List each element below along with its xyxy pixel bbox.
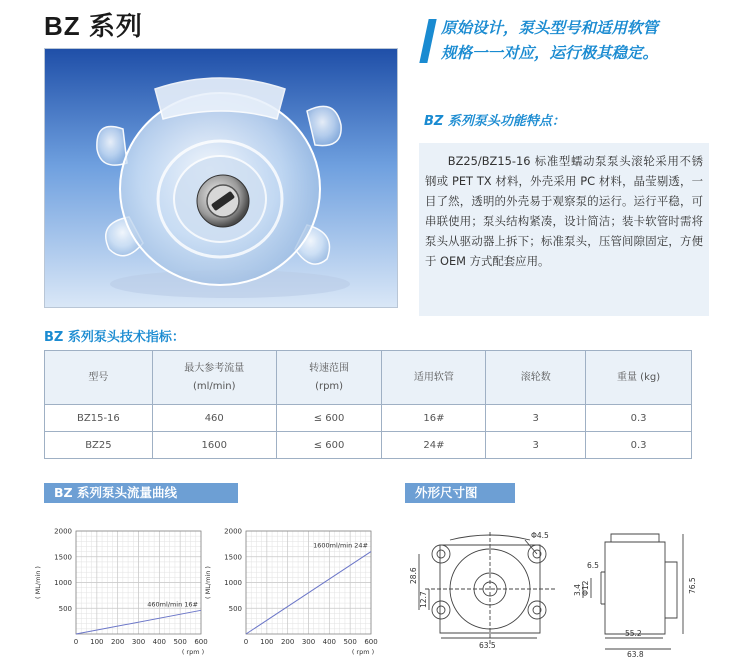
specs-title: BZ 系列泵头技术指标： [44, 330, 185, 345]
x-tick-label: 200 [280, 638, 295, 646]
page-title: BZ 系列 [44, 11, 143, 41]
slogan-line-1: 原始设计，泵头型号和适用软管 [441, 19, 659, 37]
dim-side-w1: 55.2 [625, 629, 642, 638]
y-tick-label: 2000 [224, 527, 242, 536]
dim-side-c: 3.4 [573, 584, 582, 596]
cell-speed-range: ≤ 600 [276, 432, 382, 459]
header-weight: 重量 (kg) [586, 351, 692, 405]
cell-rollers: 3 [486, 405, 586, 432]
series-annotation: 1600ml/min 24# [313, 541, 368, 550]
x-tick-label: 100 [260, 638, 274, 646]
flow-chart-bz25 [200, 518, 380, 658]
slogan-accent-bar [419, 19, 436, 63]
cell-weight: 0.3 [586, 432, 692, 459]
description-text: BZ25/BZ15-16 标准型蠕动泵泵头滚轮采用不锈钢或 PET TX 材料，外壳采用 PC 材料，晶莹剔透，一目了然，透明的外壳易于观察泵的运行。运行平稳，可串联使用；泵头结构紧凑，设计简洁；装卡软管时需将泵头从驱动器上拆下；标准泵头，压管间隙固定，方便于 OEM 方式配套应用。 [419, 143, 709, 316]
cell-model: BZ25 [45, 432, 153, 459]
y-tick-label: 1000 [224, 579, 242, 587]
header-rollers: 滚轮数 [486, 351, 586, 405]
table-row [45, 432, 692, 459]
series-annotation: 460ml/min 16# [147, 600, 198, 609]
table-row [45, 405, 692, 432]
flow-curves-label: BZ 系列泵头流量曲线 [44, 483, 238, 503]
y-tick-label: 1500 [54, 553, 72, 562]
y-tick-label: 500 [228, 604, 242, 613]
dimension-drawing [405, 512, 705, 658]
y-tick-label: 2000 [54, 527, 72, 536]
cell-tubing: 16# [382, 405, 486, 432]
x-tick-label: 500 [173, 638, 187, 646]
y-tick-label: 1000 [54, 579, 72, 587]
cell-weight: 0.3 [586, 405, 692, 432]
dim-bottom-w: 63.5 [479, 641, 496, 650]
x-tick-label: 500 [343, 638, 357, 646]
cell-max-flow: 1600 [152, 432, 276, 459]
dim-left-h2: 12.7 [419, 591, 428, 608]
x-tick-label: 300 [301, 638, 316, 646]
x-tick-label: 300 [131, 638, 146, 646]
x-axis-label: ( rpm ) [181, 648, 205, 656]
dim-side-b: Φ12 [581, 580, 590, 596]
cell-max-flow: 460 [152, 405, 276, 432]
dim-side-h: 76.5 [688, 577, 697, 594]
x-tick-label: 0 [243, 638, 249, 646]
dim-hole-dia: Φ4.5 [531, 531, 549, 540]
features-title: BZ 系列泵头功能特点： [424, 114, 565, 129]
header-tubing: 适用软管 [382, 351, 486, 405]
dim-left-h1: 28.6 [409, 567, 418, 584]
y-tick-label: 500 [58, 604, 72, 613]
x-tick-label: 400 [152, 638, 167, 646]
flow-chart-bz15 [30, 518, 210, 658]
slogan [441, 16, 711, 66]
product-photo [44, 48, 398, 308]
x-tick-label: 600 [194, 638, 208, 646]
dim-side-a: 6.5 [587, 561, 599, 570]
header-model: 型号 [45, 351, 153, 405]
y-tick-label: 1500 [224, 553, 242, 562]
header-speed-range: 转速范围 (rpm) [276, 351, 382, 405]
cell-tubing: 24# [382, 432, 486, 459]
specs-header-row [45, 351, 692, 405]
dimensions-label: 外形尺寸图 [405, 483, 515, 503]
x-tick-label: 200 [110, 638, 125, 646]
x-tick-label: 100 [90, 638, 104, 646]
cell-model: BZ15-16 [45, 405, 153, 432]
y-axis-label: ( ML/min ) [34, 566, 42, 599]
x-tick-label: 400 [322, 638, 337, 646]
header-max-flow: 最大参考流量 (ml/min) [152, 351, 276, 405]
specs-table [44, 350, 692, 459]
y-axis-label: ( ML/min ) [204, 566, 212, 599]
slogan-line-2: 规格一一对应，运行极其稳定。 [441, 44, 659, 62]
cell-speed-range: ≤ 600 [276, 405, 382, 432]
cell-rollers: 3 [486, 432, 586, 459]
x-axis-label: ( rpm ) [351, 648, 375, 656]
x-tick-label: 600 [364, 638, 378, 646]
dim-side-w2: 63.8 [627, 650, 644, 658]
x-tick-label: 0 [73, 638, 79, 646]
